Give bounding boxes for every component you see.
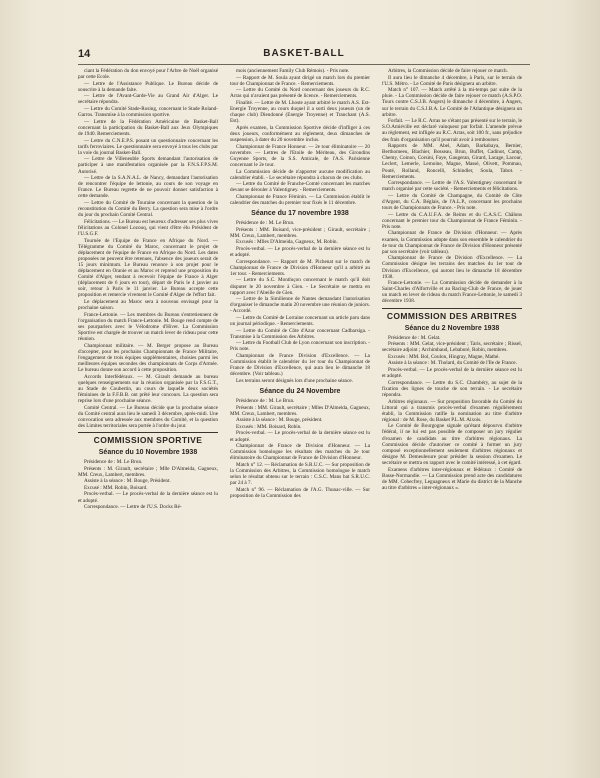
paragraph: — Lettre du S.C. Montluçon concernant le match qu'il doit disputer le 20 novembre à Gien. - Le Secrétaire se mettra en rapport avec l'Abeille de Gien.: [230, 277, 370, 296]
paragraph: Match n° 12. — Réclamation de S.R.U.C. — Sur proposition de la Commission des Arbitres, la Commission homologue le match selon le résultat obtenu sur le terrain : C.S.C. Mans bat S.R.U.C. par 24 à 7.: [230, 461, 370, 487]
paragraph: Arbitres, la Commission décide de faire rejouer ce match.: [388, 68, 508, 74]
paragraph: Assiste à la séance : M. Bouge, président.: [236, 417, 323, 424]
paragraph: Championnat de France de Division d'Honneur. — Après examen, la Commission adopte dans son ensemble le calendrier du 4e tour du Championnat de France de Division d'Honneur présenté par son secrétaire (voir tableau).: [382, 230, 522, 255]
paragraph: — Lettre de l'Avant-Garde-Vie au Grand Air d'Alger. Le secrétaire répondra.: [78, 93, 218, 106]
paragraph: — Lettre du Comité de Lorraine concernant un article paru dans un journal périodique. - Remerciements.: [230, 314, 370, 328]
paragraph: — Lettre de Villeneuble Sports demandant l'autorisation de participer à une manifestation organisée par la F.N.S.F.P.S.M. Autorisé.: [78, 156, 218, 175]
paragraph: Présidence de : M. Le Brun.: [236, 398, 295, 404]
paragraph: France-Lettonie. — La Commission décide de demander à la Saint-Charles d'Alfortville et au Racing-Club de France, de jouer un match en lever de rideau du match France-Lettonie, le samedi 3 décembre 1938.: [382, 280, 522, 305]
paragraph: Correspondance. — Lettre du S.C. Chambéry, au sujet de la fixation des lignes de touche de son terrain. - Le secrétaire répondra.: [382, 379, 522, 398]
paragraph: Excusé : MM. Robin, Boisard.: [84, 484, 148, 491]
section-divider: [78, 432, 218, 433]
session-title: Séance du 2 Novembre 1938: [404, 324, 500, 332]
paragraph: — Lettre du Comité de Champagne, du Comité de Côte d'Argent, du C.A. Béglais, de l'A.L.P., concernant les prochains tours de Championnats de France. - Pris note.: [382, 192, 522, 212]
paragraph: Assiste à la séance : M. Tholard, du Comité de l'Ile de France.: [388, 360, 517, 367]
paragraph: Rapports de MM. Abel, Adam, Barkabaya, Bernier, Berthomeeu, Blachier, Bosseau, Brun, Buffet, Cadinot, Camp, Chemy, Coinon, Corsini, Faye, Gaugeran, Girard, Lacage, Lacour, Leclert, Lemerle, Lemoine, Magne, Massé, Olivett, Pommau, Pouté, Rolland, Roncelli, Schindler, Soula, Tabot. - Remerciements.: [382, 143, 522, 180]
paragraph: Examens d'arbitres inter-régionaux et fédéraux : Comité de Basse-Normandie. — La Commission prend acte des candidatures de MM. Cohecfrey, Leguagneux et Marie du district de la Manche au titre d'arbitres « inter-régionaux ».: [382, 466, 522, 491]
paragraph: Forfait. — Le R.C. Arras ne s'étant pas présenté sur le terrain, le S.O.Amiéville est déclaré vainqueur par forfait. L'amende prévue au règlement, est infligée au R.C. Arras, soit 100 fr., sans préjudice des frais d'organisation qu'il pourrait avoir à rembourser.: [382, 118, 522, 143]
paragraph: Championnat de France de Division d'Excellence. — La Commission désigne les terrains des matches du 1er tour de Division d'Excellence, qui auront lieu le dimanche 18 décembre 1938.: [382, 255, 522, 280]
paragraph: Championnat militaire. — M. Berger propose au Bureau d'accepter, pour les prochains Championnats de France Militaire, l'engagement de trois équipes supplémentaires, choisies parmi les meilleures équipes secondes des championnats de Corps d'Armée. Le bureau donne son accord à cette proposition.: [78, 342, 218, 373]
session-title: Séance du 17 novembre 1938: [251, 210, 349, 218]
page-header: [78, 48, 530, 65]
paragraph: — Lettre du Football Club de Lyon concernant son inscription. - Pris note.: [230, 340, 370, 353]
page-number: 14: [78, 48, 91, 60]
paragraph: — Rapport de M. Soula ayant dirigé un match lors du premier tour de Championnat de France. - Remerciements.: [230, 74, 370, 87]
paragraph: — Lettre du Comité de Côte d'Azur concernant Cadbarsiga. - Transmise à la Commission des Arbitres.: [230, 327, 370, 340]
paragraph: Accords Interfédéraux. — M. Girault demande au bureau quelques renseignements sur la réunion organisée par la F.S.G.T., au Stade de Coubertin, au cours de laquelle deux sociétés féminines de la F.F.B.B. ont prêté leur concours. La question sera reprise lors d'une prochaine séance.: [78, 373, 218, 404]
paragraph: Excusés : MM. Boisard, Robin.: [236, 423, 302, 430]
paragraph: — Lettre de la Similienne de Nantes demandant l'autorisation d'organiser le dimanche matin 20 novembre une réunion de juniors. - Accordé.: [230, 296, 370, 315]
paragraph: Félicitations. — Le Bureau est heureux d'adresser ses plus vives félicitations au Colonel Lozouq, qui vient d'être élu Président de l'U.S.G.F.: [78, 218, 218, 237]
paragraph: Championnat de France de Division d'Honneur. — La Commission homologue les résultats des matches du 2e tour éliminatoire du Championnat de France de Division d'Honneur.: [230, 443, 370, 462]
paragraph: Présents : MM. Girault, secrétaire ; Mlles D'Almeida, Gagneux, MM. Creux, Lambert, membres.: [230, 404, 370, 417]
paragraph: Championnat de France Division d'Excellence. — La Commission établit le calendrier du 1er tour du Championnat de France de Division d'Excellence, qui aura lieu le dimanche 18 décembre. (Voir tableau.): [230, 353, 370, 378]
paragraph: — Lettre de la S.A.N.A.L. de Nancy, demandant l'autorisation de rencontrer l'équipe de lettonie, au cours de son voyage en France. Le Bureau regrette de ne pouvoir donner satisfaction à cette demande.: [78, 175, 218, 200]
paragraph: Présidence de : M. Gelat.: [388, 334, 441, 341]
paragraph: Tournée de l'Equipe de France en Afrique du Nord. — Télégramme du Comité du Maroc, concernant le projet de déplacement de l'équipe de France en Afrique du Nord. Les dates proposées ne peuvent être retenues, l'absence des joueurs serait de 15 jours minimum. Le Bureau renonce à son projet pour le déplacement en Oranie et au Maroc et reprend une proposition du Comité d'Alger, tendant à recevoir l'équipe de France à Alger (déplacement de 6 jours en tout), départ de Paris le 4 janvier au soir, retour à Paris le 11 janvier. Le Bureau accepte cette proposition et remercie vivement le Comité d'Alger de l'effort fait.: [78, 237, 218, 299]
paragraph: Match n° 96. — Réclamation de l'A.G. Thunac-ville. — Sur proposition de la Commission des: [230, 486, 370, 499]
paragraph: ciant la Fédération du don envoyé pour l'Arbre de Noël organisé par cette Ecole.: [78, 68, 218, 81]
paragraph: — Lettre de l'Assistance Publique. Le Bureau décide de souscrire à la demande faite.: [78, 80, 218, 93]
paragraph: Les terrains seront désignés lors d'une prochaine séance.: [236, 377, 354, 384]
paragraph: Procès-verbal. — Le procès-verbal de la dernière séance est lu et adopté.: [382, 367, 522, 380]
paragraph: La Commission décide de n'apporter aucune modification au calendrier établi. - Le secrétaire répondra à chacun de ces clubs.: [230, 168, 370, 181]
paragraph: Excusés : Mlles D'Almeida, Gagneux, M. Robin.: [236, 239, 338, 246]
session-title: Séance du 24 Novembre: [259, 388, 341, 395]
paragraph: Après examen, la Commission Sportive décide d'infliger à ces deux joueurs, conformément au règlement, deux dimanches de suspension, à dater du 20 novembre inclus.: [230, 124, 370, 144]
paragraph: Présents : M. Girault, secrétaire ; Mlle D'Almeida, Gagneux, MM. Creux, Lambert, membres.: [78, 465, 218, 478]
column-1: [78, 68, 218, 760]
column-2: [230, 68, 370, 760]
section-divider: [382, 308, 522, 309]
paragraph: Arbitres régionaux. — Sur proposition favorable du Comité du Littoral qui a transmis procès-verbal d'examen régulièrement établi, la Commission ratifie la nomination au titre d'arbitre régional : de M. Rose, du Basket P.L.M. Aixois.: [382, 398, 522, 423]
paragraph: Match n° 107. — Match arrêté à la mi-temps par suite de la pluie. - La Commission décide de faire rejouer ce match (A.S.P.O. Tours contre C.S.J.B. Angers) le dimanche 4 décembre, à Angers, sur le terrain du C.S.J.B.A. Le Comité de l'Atlantique désignera un arbitre.: [382, 87, 522, 118]
section-title: COMMISSION SPORTIVE: [93, 434, 203, 445]
paragraph: — Lettre du C.N.E.P.S. posant un questionnaire concernant les tarifs ferroviaires. Le questionnaire sera envoyé à tous les clubs par la voie du journal Basket-Ball.: [78, 137, 218, 156]
paragraph: — Lettre de la Fédération Américaine de Basket-Ball concernant la participation du Basket-Ball aux Jeux Olympiques de 1940. Remerciements.: [78, 118, 218, 137]
paragraph: Présents : MM. Boisard, vice-président ; Girault, secrétaire ; MM. Creux, Lambert, membres.: [230, 226, 370, 239]
paragraph: Procès-verbal. — Le procès-verbal de la dernière séance est lu et adopté.: [78, 491, 218, 504]
paragraph: Finalité. — Lettre de M. Lhoste ayant arbitré le match A.S. Est-Energie Troyenne, au cours duquel il a sorti deux joueurs (un de chaque club) Dieudonné (Energie Troyenne) et Tranchant (A.S. Est).: [230, 99, 370, 125]
paragraph: Présidence de : M. Le Brun.: [236, 220, 295, 227]
column-3: [382, 68, 522, 760]
paragraph: — Lettre du Comité de Franche-Comté concernant les matches devant se dérouler à Valentigney. - Remerciements.: [230, 181, 370, 194]
paragraph: — Lettre du Comité du Nord concernant des joueurs du R.C. Arras qui n'avaient pas présenté de licence. - Remerciements.: [230, 87, 370, 100]
paragraph: Correspondance. — Lettre de l'U.S. Docks Ré-: [84, 504, 182, 511]
paragraph: Assiste à la séance : M. Bouge, Président.: [84, 478, 171, 485]
paragraph: mois (anciennement Family Club Rémois). - Pris note.: [236, 68, 350, 74]
paragraph: Il aura lieu le dimanche 4 décembre, à Paris, sur le terrain de l'U.S. Métro. - Le Comité de Paris désignera un arbitre.: [382, 74, 522, 87]
paragraph: — Lettre du Comité de Touraine concernant la question de la reconstitution du Comité du Berry. La question sera mise à l'ordre du jour du prochain Comité Central.: [78, 199, 218, 219]
paragraph: — Lettre du Comité Stade-Rosing, concernant le Stade Roland-Garros. Transmise à la commission sportive.: [78, 106, 218, 119]
paragraph: Championnat de France Féminin. — La Commission établit le calendrier des matches du premier tour fixés le 11 décembre.: [230, 193, 370, 206]
paragraph: Excusés : MM. Bol, Coulon, Hingray, Magne, Mathé.: [388, 353, 500, 360]
paragraph: Procès-verbal. — Le procès-verbal de la dernière séance est lu et adopté.: [230, 245, 370, 259]
paragraph: — Lettre du C.A.U.F.A. de Reims et du C.A.S.C. Châlons concernant le premier tour du Championnat de France Féminin. - Pris note.: [382, 211, 522, 230]
paragraph: Comité Central. — Le Bureau décide que la prochaine séance du Comité central aura lieu le samedi 3 décembre, après-midi. Une convocation sera adressée aux membres du Comité, et la question des Limites territoriales sera portée à l'ordre du jour.: [78, 404, 218, 429]
paragraph: France-Lettonie. — Les membres du Bureau s'entretiennent de l'organisation du match France-Lettonie. M. Bouge rend compte de ses pourparlers avec le Vélodrome d'Hiver. La Commission Sportive est chargée de trouver un match lever de rideau pour cette réunion.: [78, 311, 218, 343]
paragraph: Correspondance. — Rapport de M. Pichenat sur le match de Championnat de France de Division d'Honneur qu'il a arbitré au 1er tour. - Remerciements.: [230, 258, 370, 277]
paragraph: Le déplacement au Maroc sera à nouveau envisagé pour la prochaine saison.: [78, 298, 218, 312]
paragraph: Correspondance. — Lettre de l'A.S. Valentigney concernant le match organisé par cette société. - Remerciements et félicitations.: [382, 180, 522, 193]
session-title: Séance du 10 Novembre 1938: [98, 448, 198, 456]
paragraph: Le Comité de Bourgogne signale qu'étant dépourvu d'arbitre fédéral, il ne lui est pas possible de composer un jury régulier d'examen de candidats au titre d'arbitres régionaux. La Commission décide d'autoriser ce comité à former un jury composé exceptionnellement seulement d'arbitres régionaux et désigne M. Demeulesure pour présider la session d'examen. Le secrétaire se mettra en rapport avec le comité intéressé, à cet égard.: [382, 423, 522, 466]
paragraph: Procès-verbal. — Le procès-verbal de la dernière séance est lu et adopté.: [230, 430, 370, 443]
paragraph: Championnat de France Honneur. — 2e tour éliminatoire — 20 novembre. — Lettres de l'Etoile de Mériteau, des Girondins Guyenne Sports, de la S.S. Amicale, de l'A.S. Parisienne concernant le 2e tour.: [230, 143, 370, 168]
running-head: BASKET-BALL: [263, 48, 345, 59]
section-title: COMMISSION DES ARBITRES: [386, 310, 518, 321]
paragraph: Présents : MM. Gelat, vice-président ; Taris, secrétaire ; Rissel, secrétaire adjoint ; Archimbaud, Lebaboré, Robin, membres.: [382, 341, 522, 354]
paragraph: Présidence de : M. Le Brun.: [84, 458, 143, 465]
